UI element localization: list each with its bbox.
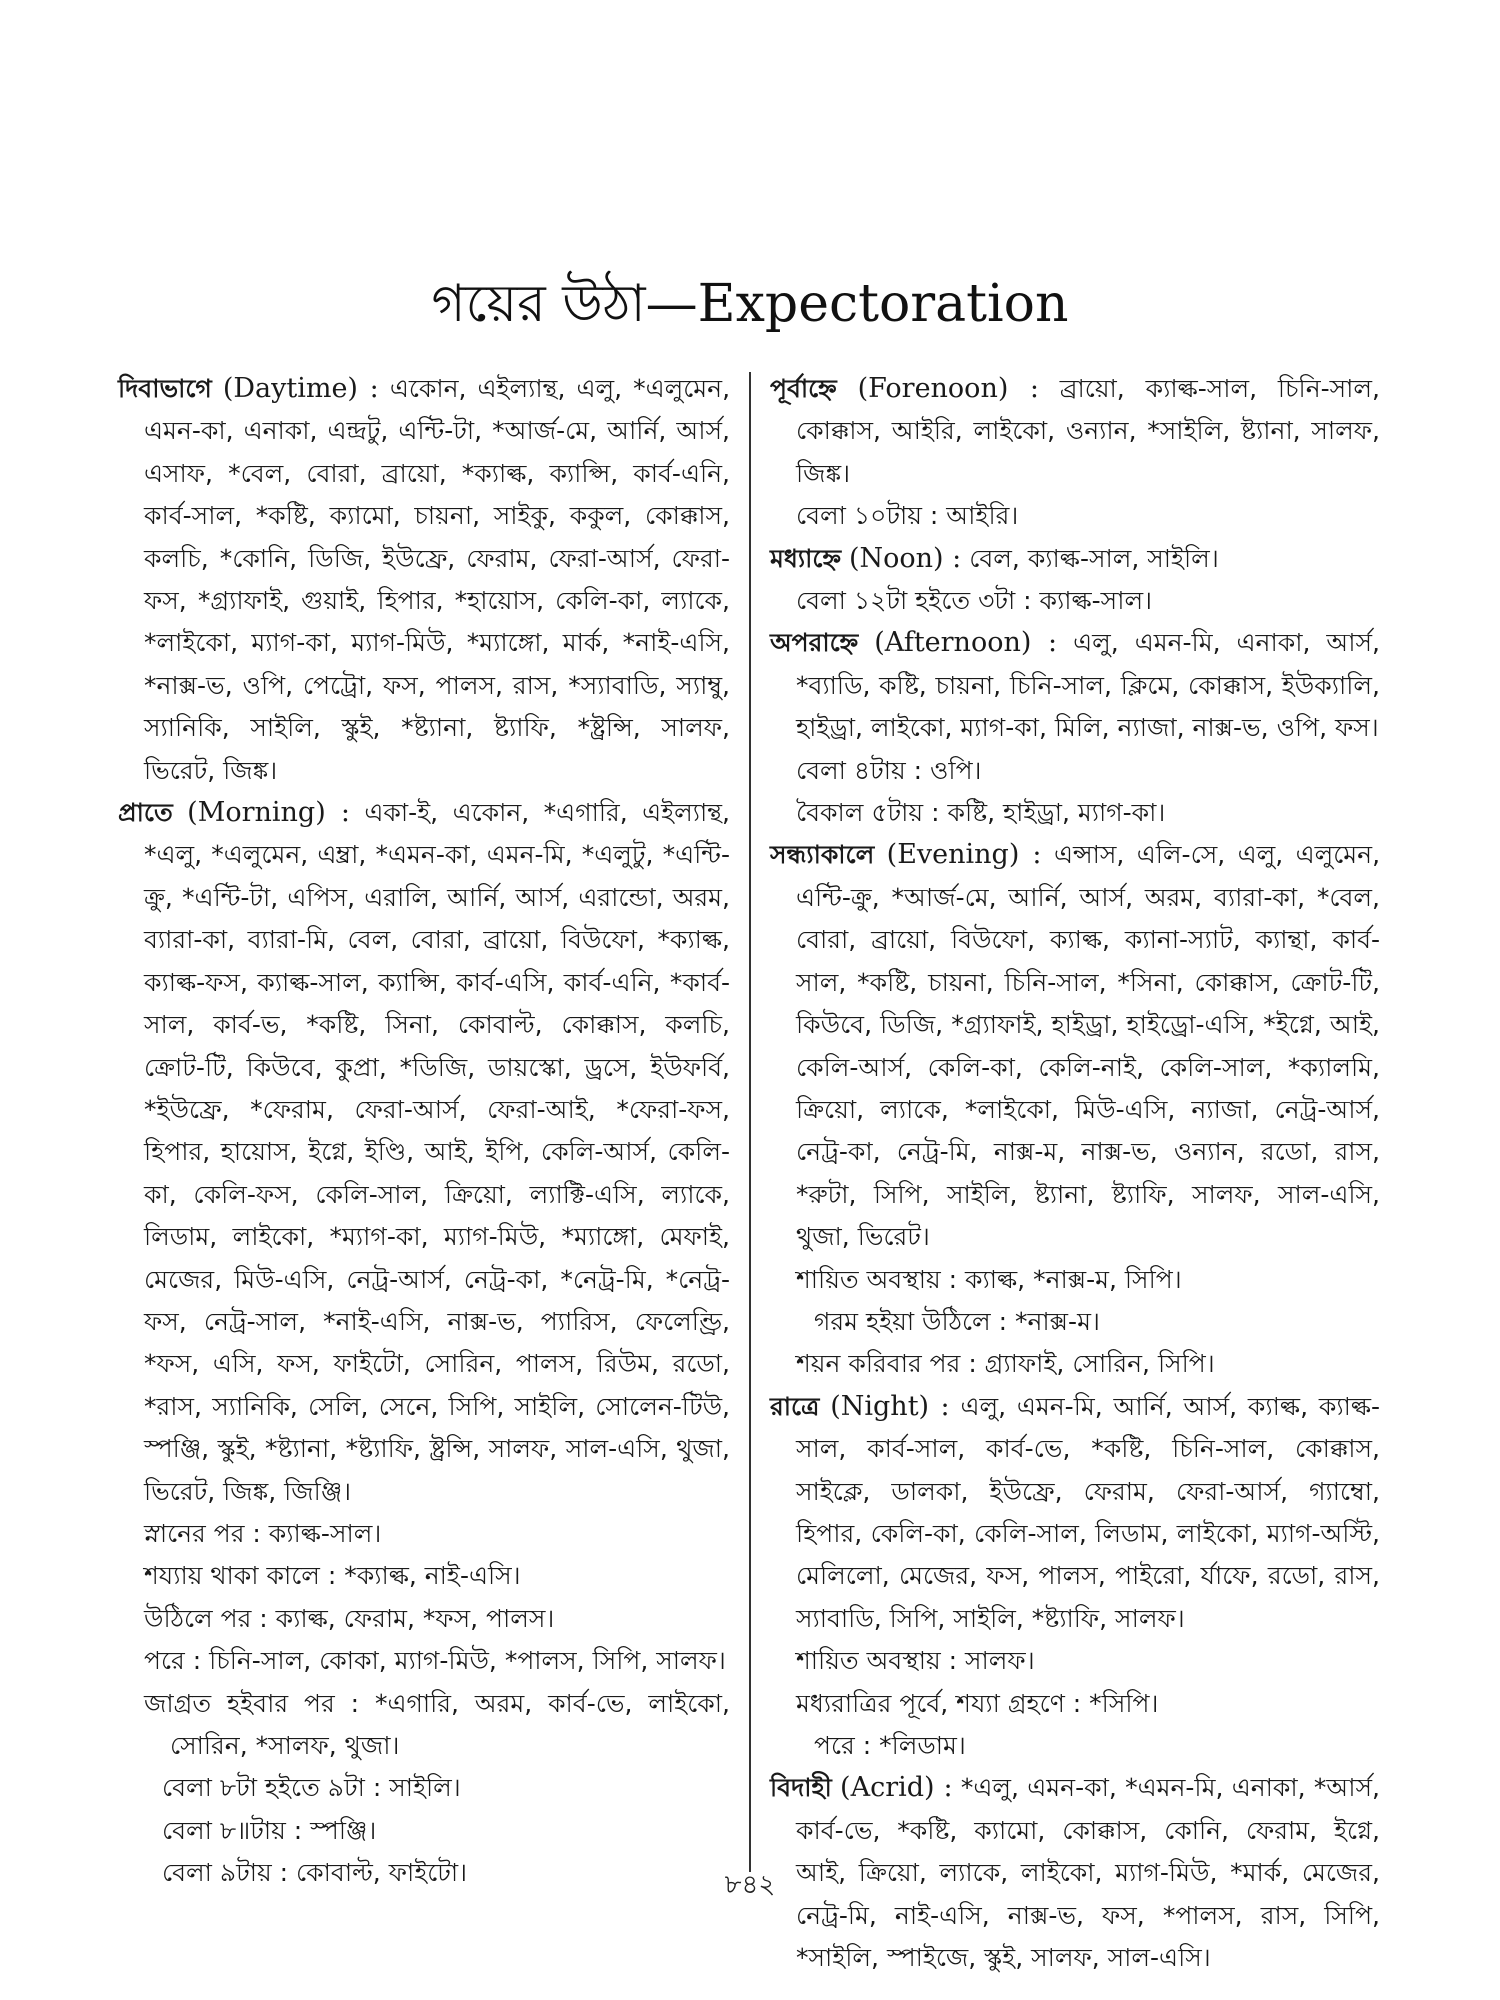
subentry: শয়ন করিবার পর : গ্র্যাফাই, সোরিন, সিপি। bbox=[796, 1349, 1215, 1379]
entry-head: দিবাভাগে bbox=[118, 374, 212, 403]
subentry: মধ্যরাত্রির পূর্বে, শয্যা গ্রহণে : *সিপি। bbox=[796, 1688, 1159, 1718]
subentry: বেলা ১০টায় : আইরি। bbox=[796, 501, 1019, 531]
subentry: বেলা ৮॥টায় : স্পঞ্জি। bbox=[162, 1815, 377, 1845]
entry-head: সন্ধ্যাকালে bbox=[770, 840, 875, 870]
entry-head: পূর্বাহ্নে bbox=[770, 374, 837, 403]
subentry: শায়িত অবস্থায় : ক্যাল্ক, *নাক্স-ম, সিপি। bbox=[796, 1264, 1182, 1294]
entry-remedies: ব্রায়ো, ক্যাল্ক-সাল, চিনি-সাল, কোক্কাস, আইরি, লাইকো, ওন্যান, *সাইলি, ষ্ট্যানা, সালফ, জিঙ্ক। bbox=[796, 374, 1380, 488]
entry-daytime bbox=[118, 368, 730, 792]
entry-english: (Forenoon) : bbox=[857, 373, 1039, 404]
entry-night bbox=[770, 1386, 1380, 1640]
subentry: পরে : চিনি-সাল, কোকা, ম্যাগ-মিউ, *পালস, সিপি, সালফ। bbox=[144, 1646, 726, 1676]
entry-head: অপরাহ্নে bbox=[770, 628, 859, 658]
entry-remedies: একোন, এইল্যান্থ, এলু, *এলুমেন, এমন-কা, এনাকা, এন্দ্রটু, এন্টি-টা, *আর্জ-মে, আর্নি, আর্স, এসাফ, *বেল, বোরা, ব্রায়ো, *ক্যাল্ক, ক্যাপ্সি, কার্ব-এনি, কার্ব-সাল, *কষ্টি, ক্যামো, চায়না, সাইকু, ককুল, কোক্কাস, কলচি, *কোনি, ডিজি, ইউফ্রে, ফেরাম, ফেরা-আর্স, ফেরা-ফস, *গ্র্যাফাই, গুয়াই, হিপার, *হায়োস, কেলি-কা, ল্যাকে, *লাইকো, ম্যাগ-কা, ম্যাগ-মিউ, *ম্যাঙ্গো, মার্ক, *নাই-এসি, *নাক্স-ভ, ওপি, পেট্রো, ফস, পালস, রাস, *স্যাবাডি, স্যাম্বু, স্যানিকি, সাইলি, স্কুই, *ষ্ট্যানা, ষ্ট্যাফি, *ষ্ট্রন্সি, সালফ, ভিরেট, জিঙ্ক। bbox=[144, 374, 731, 785]
entry-head: মধ্যাহ্নে bbox=[770, 543, 842, 573]
right-column bbox=[770, 368, 1380, 1979]
entry-english: (Afternoon) : bbox=[874, 627, 1058, 659]
entry-morning bbox=[118, 792, 730, 1513]
subentry: বৈকাল ৫টায় : কষ্টি, হাইড্রা, ম্যাগ-কা। bbox=[796, 798, 1166, 828]
subentry: উঠিলে পর : ক্যাল্ক, ফেরাম, *ফস, পালস। bbox=[144, 1603, 555, 1633]
entry-forenoon bbox=[770, 368, 1380, 495]
subentry: স্নানের পর : ক্যাল্ক-সাল। bbox=[144, 1518, 382, 1548]
subentry: বেলা ১২টা হইতে ৩টা : ক্যাল্ক-সাল। bbox=[796, 586, 1153, 616]
column-divider bbox=[749, 372, 751, 1872]
subentry: শায়িত অবস্থায় : সালফ। bbox=[796, 1646, 1035, 1676]
subentry: পরে : *লিডাম। bbox=[814, 1731, 966, 1760]
entry-english: (Morning) : bbox=[187, 797, 350, 829]
entry-noon bbox=[770, 538, 1380, 580]
page-number: ৮৪২ bbox=[724, 1870, 776, 1900]
entry-remedies: একা-ই, একোন, *এগারি, এইল্যান্থ, *এলু, *এলুমেন, এম্ব্রা, *এমন-কা, এমন-মি, *এলুটু, *এন্টি-ক্রু, *এন্টি-টা, এপিস, এরালি, আর্নি, আর্স, এরান্ডো, অরম, ব্যারা-কা, ব্যারা-মি, বেল, বোরা, ব্রায়ো, বিউফো, *ক্যাল্ক, ক্যাল্ক-ফস, ক্যাল্ক-সাল, ক্যাপ্সি, কার্ব-এসি, কার্ব-এনি, *কার্ব-সাল, কার্ব-ভ, *কষ্টি, সিনা, কোবাল্ট, কোক্কাস, কলচি, ক্রোট-টি, কিউবে, কুপ্রা, *ডিজি, ডায়স্কো, ড্রসে, ইউফর্বি, *ইউফ্রে, *ফেরাম, ফেরা-আর্স, ফেরা-আই, *ফেরা-ফস, হিপার, হায়োস, ইগ্নে, ইণ্ডি, আই, ইপি, কেলি-আর্স, কেলি-কা, কেলি-ফস, কেলি-সাল, ক্রিয়ো, ল্যাক্টি-এসি, ল্যাকে, লিডাম, লাইকো, *ম্যাগ-কা, ম্যাগ-মিউ, *ম্যাঙ্গো, মেফাই, মেজের, মিউ-এসি, নেট্র-আর্স, নেট্র-কা, *নেট্র-মি, *নেট্র-ফস, নেট্র-সাল, *নাই-এসি, নাক্স-ভ, প্যারিস, ফেলেণ্ড্রি, *ফস, এসি, ফস, ফাইটো, সোরিন, পালস, রিউম, রডো, *রাস, স্যানিকি, সেলি, সেনে, সিপি, সাইলি, সোলেন-টিউ, স্পঞ্জি, স্কুই, *ষ্ট্যানা, *ষ্ট্যাফি, ষ্ট্রন্সি, সালফ, সাল-এসি, থুজা, ভিরেট, জিঙ্ক, জিঞ্জি। bbox=[144, 798, 730, 1506]
subentry: শয্যায় থাকা কালে : *ক্যাল্ক, নাই-এসি। bbox=[144, 1561, 521, 1591]
entry-english: (Noon) : bbox=[849, 542, 962, 574]
entry-english: (Acrid) : bbox=[840, 1772, 953, 1804]
entry-head: বিদাহী bbox=[770, 1773, 832, 1803]
subentry: গরম হইয়া উঠিলে : *নাক্স-ম। bbox=[814, 1306, 1100, 1336]
page-title: গয়ের উঠা—Expectoration bbox=[431, 274, 1069, 334]
entry-remedies: বেল, ক্যাল্ক-সাল, সাইলি। bbox=[969, 543, 1219, 573]
entry-english: (Daytime) : bbox=[222, 373, 379, 404]
entry-head: প্রাতে bbox=[118, 798, 173, 828]
subentry: বেলা ৯টায় : কোবাল্ট, ফাইটো। bbox=[162, 1858, 468, 1888]
left-column bbox=[118, 368, 730, 1895]
subentry: জাগ্রত হইবার পর : *এগারি, অরম, কার্ব-ভে, লাইকো, সোরিন, *সালফ, থুজা। bbox=[144, 1688, 730, 1760]
subentry: বেলা ৪টায় : ওপি। bbox=[796, 755, 982, 785]
subentry: বেলা ৮টা হইতে ৯টা : সাইলি। bbox=[162, 1773, 461, 1803]
entry-evening bbox=[770, 834, 1380, 1258]
entry-remedies: *এলু, এমন-কা, *এমন-মি, এনাকা, *আর্স, কার্ব-ভে, *কষ্টি, ক্যামো, কোক্কাস, কোনি, ফেরাম, ইগ্নে, আই, ক্রিয়ো, ল্যাকে, লাইকো, ম্যাগ-মিউ, *মার্ক, মেজের, নেট্র-মি, নাই-এসি, নাক্স-ভ, ফস, *পালস, রাস, সিপি, *সাইলি, স্পাইজে, স্কুই, সালফ, সাল-এসি। bbox=[796, 1773, 1380, 1973]
entry-afternoon bbox=[770, 622, 1380, 749]
entry-remedies: এন্সাস, এলি-সে, এলু, এলুমেন, এন্টি-ক্রু, *আর্জ-মে, আর্নি, আর্স, অরম, ব্যারা-কা, *বেল, বোরা, ব্রায়ো, বিউফো, ক্যাল্ক, ক্যানা-স্যাট, ক্যান্থা, কার্ব-সাল, *কষ্টি, চায়না, চিনি-সাল, *সিনা, কোক্কাস, ক্রোট-টি, কিউবে, ডিজি, *গ্র্যাফাই, হাইড্রা, হাইড্রো-এসি, *ইগ্নে, আই, কেলি-আর্স, কেলি-কা, কেলি-নাই, কেলি-সাল, *ক্যালমি, ক্রিয়ো, ল্যাকে, *লাইকো, মিউ-এসি, ন্যাজা, নেট্র-আর্স, নেট্র-কা, নেট্র-মি, নাক্স-ম, নাক্স-ভ, ওন্যান, রডো, রাস, *রুটা, সিপি, সাইলি, ষ্ট্যানা, ষ্ট্যাফি, সালফ, সাল-এসি, থুজা, ভিরেট। bbox=[796, 840, 1381, 1252]
entry-english: (Night) : bbox=[830, 1390, 950, 1422]
entry-remedies: এলু, এমন-মি, আর্নি, আর্স, ক্যাল্ক, ক্যাল্ক-সাল, কার্ব-সাল, কার্ব-ভে, *কষ্টি, চিনি-সাল, কোক্কাস, সাইক্লে, ডালকা, ইউফ্রে, ফেরাম, ফেরা-আর্স, গ্যাম্বো, হিপার, কেলি-কা, কেলি-সাল, লিডাম, লাইকো, ম্যাগ-অস্টি, মেলিলো, মেজের, ফস, পালস, পাইরো, র্যাফে, রডো, রাস, স্যাবাডি, সিপি, সাইলি, *ষ্ট্যাফি, সালফ। bbox=[796, 1391, 1380, 1633]
entry-english: (Evening) : bbox=[886, 839, 1042, 871]
entry-remedies: এলু, এমন-মি, এনাকা, আর্স, *ব্যাডি, কষ্টি, চায়না, চিনি-সাল, ক্লিমে, কোক্কাস, ইউক্যালি, হাইড্রা, লাইকো, ম্যাগ-কা, মিলি, ন্যাজা, নাক্স-ভ, ওপি, ফস। bbox=[796, 628, 1380, 743]
entry-head: রাত্রে bbox=[770, 1391, 820, 1421]
